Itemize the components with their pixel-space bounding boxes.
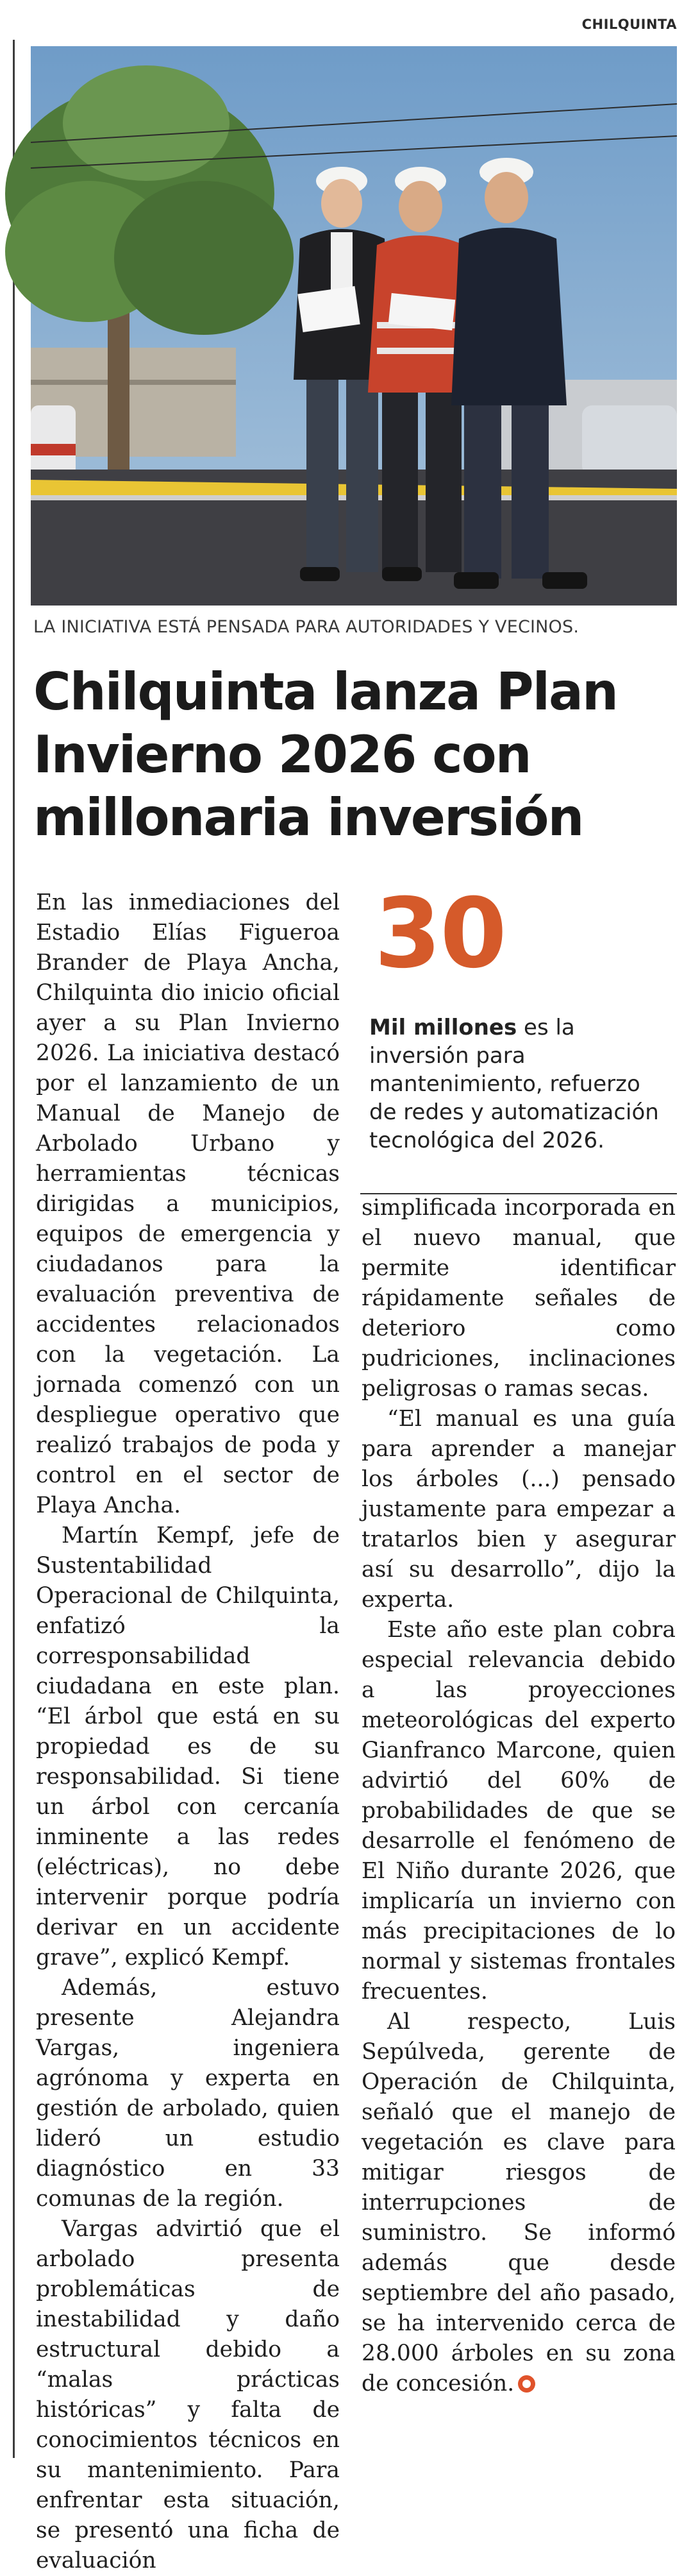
paragraph: simplificada incorporada en el nuevo manual, que permite identificar rápidamente señales de deterioro como pudriciones, inclinaciones peligrosas o ramas secas. [362, 1195, 676, 1402]
paragraph-text: Al respecto, Luis Sepúlveda, gerente de Operación de Chilquinta, señaló que el manejo de vegetación es clave para mitigar riesgos de interrupciones de suministro. Se informó además que desde septiembre del año pasado, se ha intervenido cerca de 28.000 árboles en su zona de concesión. [362, 2009, 676, 2396]
paragraph: En las inmediaciones del Estadio Elías Figueroa Brander de Playa Ancha, Chilquinta dio inicio oficial ayer a su Plan Invierno 2026. La iniciativa destacó por el lanzamiento de un Manual de Manejo de Arbolado Urbano y herramientas técnicas dirigidas a municipios, equipos de emergencia y ciudadanos para la evaluación preventiva de accidentes relacionados con la vegetación. La jornada comenzó con un despliegue operativo que realizó trabajos de poda y control en el sector de Playa Ancha. [36, 890, 340, 1518]
paragraph: “El manual es una guía para aprender a manejar los árboles (...) pensado justamente para empezar a tratarlos bien y asegurar así su desarrollo”, dijo la experta. [362, 1406, 676, 1613]
stat-number: 30 [374, 878, 506, 990]
paragraph: Este año este plan cobra especial relevancia debido a las proyecciones meteorológicas del experto Gianfranco Marcone, quien advirtió del 60% de probabilidades de que se desarrolle el fenómeno de El Niño durante 2026, que implicaría un invierno con más precipitaciones de lo normal y sistemas frontales frecuentes. [362, 1617, 676, 2004]
paragraph: Vargas advirtió que el arbolado presenta problemáticas de inestabilidad y daño estructural debido a “malas prácticas históricas” y falta de conocimientos técnicos en su mantenimiento. Para enfrentar esta situación, se presentó una ficha de evaluación [36, 2216, 340, 2573]
paragraph: Además, estuvo presente Alejandra Vargas, ingeniera agrónoma y experta en gestión de arbolado, quien lideró un estudio diagnóstico en 33 comunas de la región. [36, 1975, 340, 2212]
photo-caption: LA INICIATIVA ESTÁ PENSADA PARA AUTORIDADES Y VECINOS. [33, 617, 579, 637]
section-tag: CHILQUINTA [581, 17, 677, 32]
stat-lead: Mil millones [369, 1015, 517, 1040]
article-column-right [362, 1193, 676, 2470]
paragraph: Martín Kempf, jefe de Sustentabilidad Operacional de Chilquinta, enfatizó la corresponsabilidad ciudadana en este plan. “El árbol que está en su propiedad es de su responsabilidad. Si tiene un árbol con cercanía inminente a las redes (eléctricas), no debe intervenir porque podría derivar en un accidente grave”, explicó Kempf. [36, 1523, 340, 1970]
article-column-left [36, 888, 340, 2573]
article-photo [31, 46, 677, 606]
end-of-article-icon [518, 2375, 535, 2393]
stat-description [369, 1013, 673, 1155]
paragraph [362, 2007, 676, 2399]
stat-body: es la inversión para mantenimiento, refuerzo de redes y automatización tecnológica del 2026. [369, 1015, 659, 1153]
left-column-rule [13, 40, 15, 2458]
headline: Chilquinta lanza Plan Invierno 2026 con millonaria inversión [33, 662, 617, 847]
